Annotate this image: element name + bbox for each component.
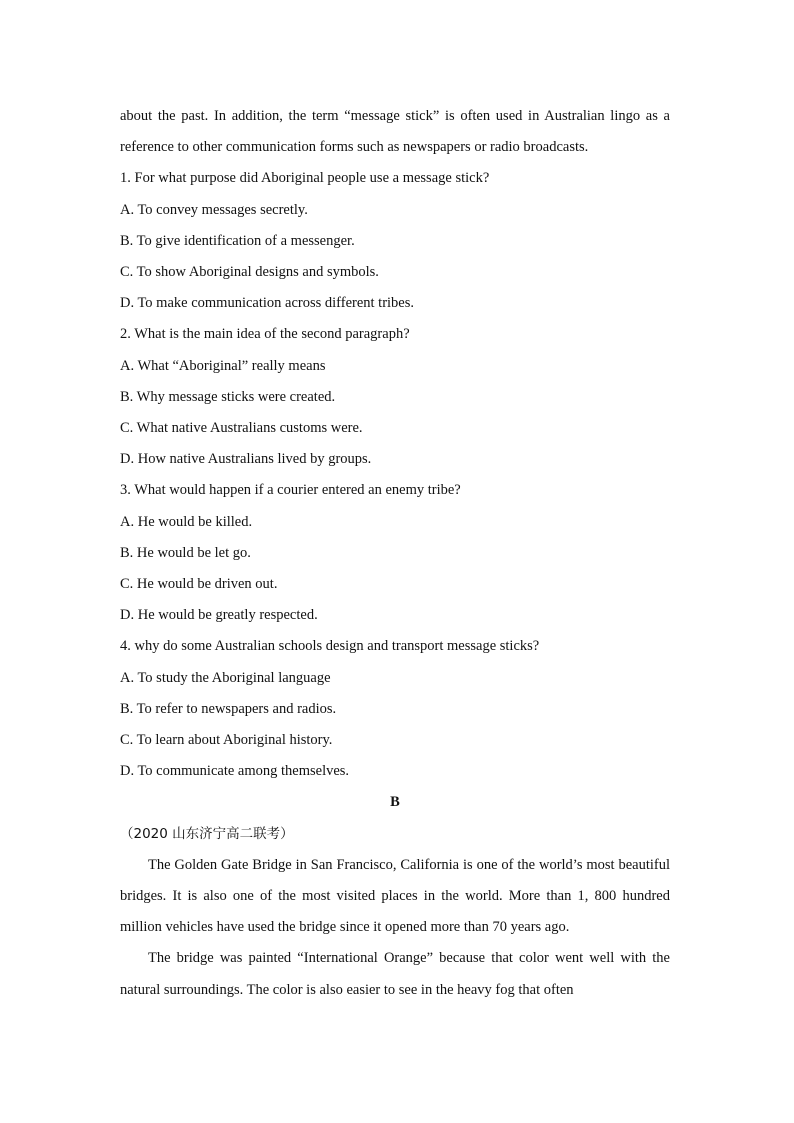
- passage-b-paragraph-2: The bridge was painted “International Orange” because that color went well with the natural surroundings. The color is also easier to see in the heavy fog that often: [120, 950, 670, 998]
- answer-option: C. To learn about Aboriginal history.: [120, 732, 333, 749]
- answer-option: B. To give identification of a messenger.: [120, 232, 355, 249]
- answer-option: B. He would be let go.: [120, 544, 251, 561]
- page-content: [120, 101, 670, 1006]
- question-stem: 4. why do some Australian schools design and transport message sticks?: [120, 638, 540, 655]
- question-stem: 3. What would happen if a courier entered an enemy tribe?: [120, 482, 461, 499]
- passage-a-closing-text: about the past. In addition, the term “message stick” is often used in Australian lingo as a reference to other communication forms such as newspapers or radio broadcasts.: [120, 108, 670, 156]
- question-4: [120, 631, 670, 787]
- question-stem: 1. For what purpose did Aboriginal people use a message stick?: [120, 170, 490, 187]
- answer-option: B. To refer to newspapers and radios.: [120, 700, 337, 717]
- section-b-source: （2020 山东济宁高二联考）: [120, 825, 294, 842]
- question-3: [120, 475, 670, 631]
- answer-option: A. He would be killed.: [120, 513, 253, 530]
- answer-option: A. To study the Aboriginal language: [120, 669, 331, 686]
- answer-option: B. Why message sticks were created.: [120, 388, 336, 405]
- answer-option: A. To convey messages secretly.: [120, 201, 308, 218]
- answer-option: D. He would be greatly respected.: [120, 607, 318, 624]
- answer-option: D. To communicate among themselves.: [120, 763, 350, 780]
- question-2: [120, 319, 670, 475]
- answer-option: C. What native Australians customs were.: [120, 420, 363, 437]
- question-stem: 2. What is the main idea of the second paragraph?: [120, 326, 410, 343]
- passage-b-paragraph-1: The Golden Gate Bridge in San Francisco, California is one of the world’s most beautiful bridges. It is also one of the most visited places in the world. More than 1, 800 hundred million vehicles have used the bridge since it opened more than 70 years ago.: [120, 856, 670, 936]
- question-1: [120, 163, 670, 319]
- answer-option: C. To show Aboriginal designs and symbols.: [120, 264, 379, 281]
- section-b-heading: B: [390, 794, 400, 811]
- answer-option: C. He would be driven out.: [120, 576, 278, 593]
- answer-option: A. What “Aboriginal” really means: [120, 357, 326, 374]
- answer-option: D. How native Australians lived by groups.: [120, 451, 372, 468]
- answer-option: D. To make communication across different tribes.: [120, 295, 415, 312]
